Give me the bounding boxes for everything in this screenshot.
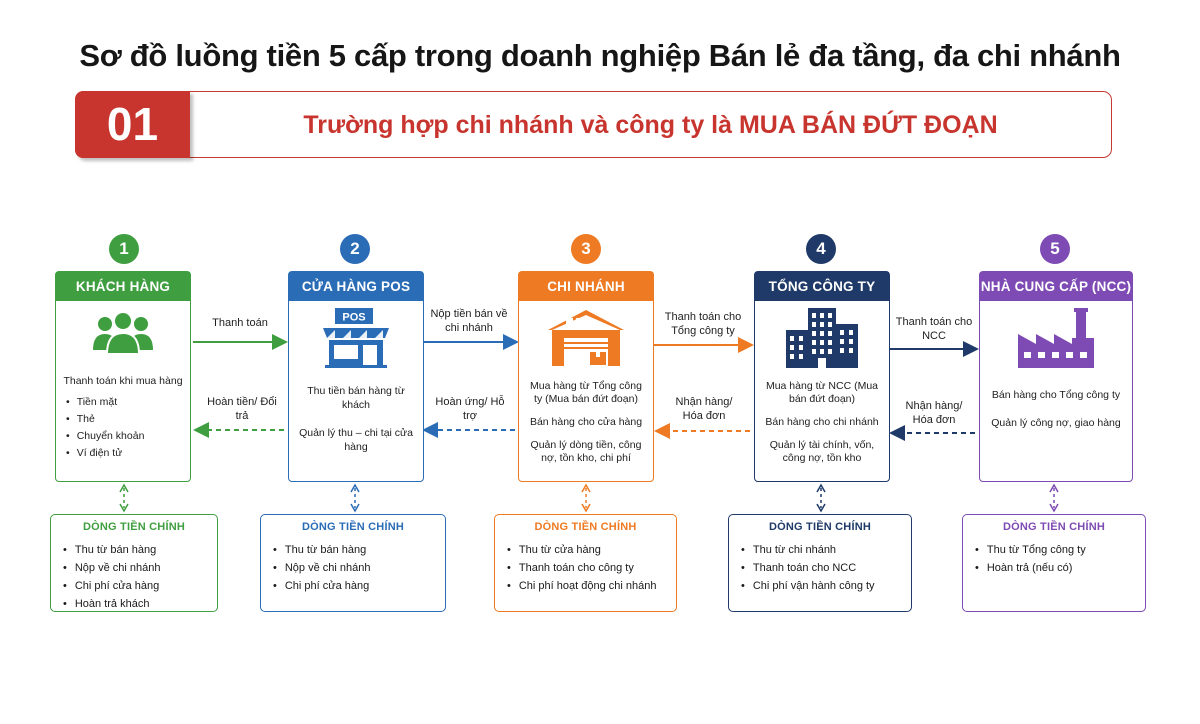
office-building-icon bbox=[755, 308, 889, 368]
list-item: • Chi phí cửa hàng bbox=[273, 577, 445, 595]
card-pos-store-header: CỬA HÀNG POS bbox=[289, 272, 423, 301]
cashflow-box-pos-store bbox=[260, 514, 446, 612]
list-item: • Tiền mặt bbox=[66, 394, 184, 411]
payment-methods-list bbox=[66, 394, 184, 462]
page-title: Sơ đồ luồng tiền 5 cấp trong doanh nghiệp Bán lẻ đa tầng, đa chi nhánh bbox=[79, 38, 1121, 73]
flow-label-forward-4: Thanh toán cho NCC bbox=[895, 316, 973, 342]
pos-sign-text: POS bbox=[342, 311, 366, 324]
cashflow-title: DÒNG TIỀN CHÍNH bbox=[302, 521, 404, 533]
flow-label-back-4: Nhận hàng/ Hóa đơn bbox=[905, 400, 963, 426]
list-item: • Hoàn trả khách bbox=[63, 595, 217, 613]
cashflow-list bbox=[63, 541, 217, 613]
card-branch-line-2: Bán hàng cho cửa hàng bbox=[529, 416, 643, 428]
list-item: • Thu từ cửa hàng bbox=[507, 541, 676, 559]
case-number: 01 bbox=[75, 91, 190, 158]
list-item: • Nộp về chi nhánh bbox=[63, 559, 217, 577]
card-corporate-header: TỔNG CÔNG TY bbox=[755, 272, 889, 301]
cashflow-box-customer bbox=[50, 514, 218, 612]
cashflow-box-supplier bbox=[962, 514, 1146, 612]
card-pos-store bbox=[288, 271, 424, 482]
step-5-badge: 5 bbox=[1040, 234, 1070, 264]
flow-label-back-3: Nhận hàng/ Hóa đơn bbox=[675, 396, 733, 422]
list-item: • Ví điện tử bbox=[66, 445, 184, 462]
list-item: • Chi phí vận hành công ty bbox=[741, 577, 911, 595]
card-pos-line-1: Thu tiền bán hàng từ khách bbox=[307, 385, 405, 411]
card-corporate-line-1: Mua hàng từ NCC (Mua bán đứt đoạn) bbox=[765, 380, 879, 405]
card-supplier-line-1: Bán hàng cho Tổng công ty bbox=[991, 389, 1121, 401]
card-branch-line-3: Quản lý dòng tiền, công nợ, tồn kho, chi phí bbox=[530, 439, 642, 464]
card-pos-line-2: Quản lý thu – chi tại cửa hàng bbox=[299, 427, 413, 453]
flow-label-forward-1: Thanh toán bbox=[212, 317, 268, 329]
case-title: Trường hợp chi nhánh và công ty là MUA BÁN ĐỨT ĐOẠN bbox=[303, 111, 998, 139]
list-item: • Nộp về chi nhánh bbox=[273, 559, 445, 577]
list-item: • Thu từ bán hàng bbox=[273, 541, 445, 559]
step-1-badge: 1 bbox=[109, 234, 139, 264]
step-4-badge: 4 bbox=[806, 234, 836, 264]
flow-label-back-1: Hoàn tiền/ Đổi trả bbox=[207, 396, 277, 422]
list-item: • Chi phí hoạt động chi nhánh bbox=[507, 577, 676, 595]
cashflow-title: DÒNG TIỀN CHÍNH bbox=[769, 521, 871, 533]
factory-icon bbox=[980, 308, 1132, 368]
card-branch-line-1: Mua hàng từ Tổng công ty (Mua bán đứt đoạn) bbox=[530, 380, 642, 405]
list-item: • Hoàn trả (nếu có) bbox=[975, 559, 1145, 577]
card-customer bbox=[55, 271, 191, 482]
cashflow-box-branch bbox=[494, 514, 677, 612]
card-corporate bbox=[754, 271, 890, 482]
cashflow-title: DÒNG TIỀN CHÍNH bbox=[1003, 521, 1105, 533]
cashflow-list bbox=[741, 541, 911, 595]
list-item: • Thanh toán cho công ty bbox=[507, 559, 676, 577]
card-corporate-line-2: Bán hàng cho chi nhánh bbox=[765, 416, 879, 428]
card-corporate-line-3: Quản lý tài chính, vốn, công nợ, tồn kho bbox=[769, 439, 875, 464]
list-item: • Thẻ bbox=[66, 411, 184, 428]
step-2-badge: 2 bbox=[340, 234, 370, 264]
people-icon bbox=[56, 308, 190, 368]
list-item: • Chi phí cửa hàng bbox=[63, 577, 217, 595]
cashflow-list bbox=[273, 541, 445, 595]
cashflow-list bbox=[975, 541, 1145, 577]
vertical-connectors bbox=[120, 485, 1058, 511]
cashflow-title: DÒNG TIỀN CHÍNH bbox=[534, 521, 637, 533]
card-supplier-header: NHÀ CUNG CẤP (NCC) bbox=[980, 272, 1132, 301]
card-customer-header: KHÁCH HÀNG bbox=[56, 272, 190, 301]
list-item: • Chuyển khoản bbox=[66, 428, 184, 445]
list-item: • Thu từ chi nhánh bbox=[741, 541, 911, 559]
flow-label-back-2: Hoàn ứng/ Hỗ trợ bbox=[435, 396, 505, 422]
card-branch bbox=[518, 271, 654, 482]
cashflow-title: DÒNG TIỀN CHÍNH bbox=[83, 521, 185, 533]
flow-label-forward-3: Thanh toán cho Tổng công ty bbox=[664, 311, 742, 337]
pos-store-icon bbox=[289, 308, 423, 368]
step-3-badge: 3 bbox=[571, 234, 601, 264]
card-customer-line: Thanh toán khi mua hàng bbox=[63, 375, 183, 387]
flow-label-forward-2: Nộp tiền bán về chi nhánh bbox=[430, 308, 508, 334]
cashflow-box-corporate bbox=[728, 514, 912, 612]
card-branch-header: CHI NHÁNH bbox=[519, 272, 653, 301]
card-supplier bbox=[979, 271, 1133, 482]
list-item: • Thanh toán cho NCC bbox=[741, 559, 911, 577]
warehouse-icon bbox=[519, 308, 653, 368]
cashflow-list bbox=[507, 541, 676, 595]
list-item: • Thu từ bán hàng bbox=[63, 541, 217, 559]
card-supplier-line-2: Quản lý công nợ, giao hàng bbox=[991, 417, 1121, 429]
list-item: • Thu từ Tổng công ty bbox=[975, 541, 1145, 559]
